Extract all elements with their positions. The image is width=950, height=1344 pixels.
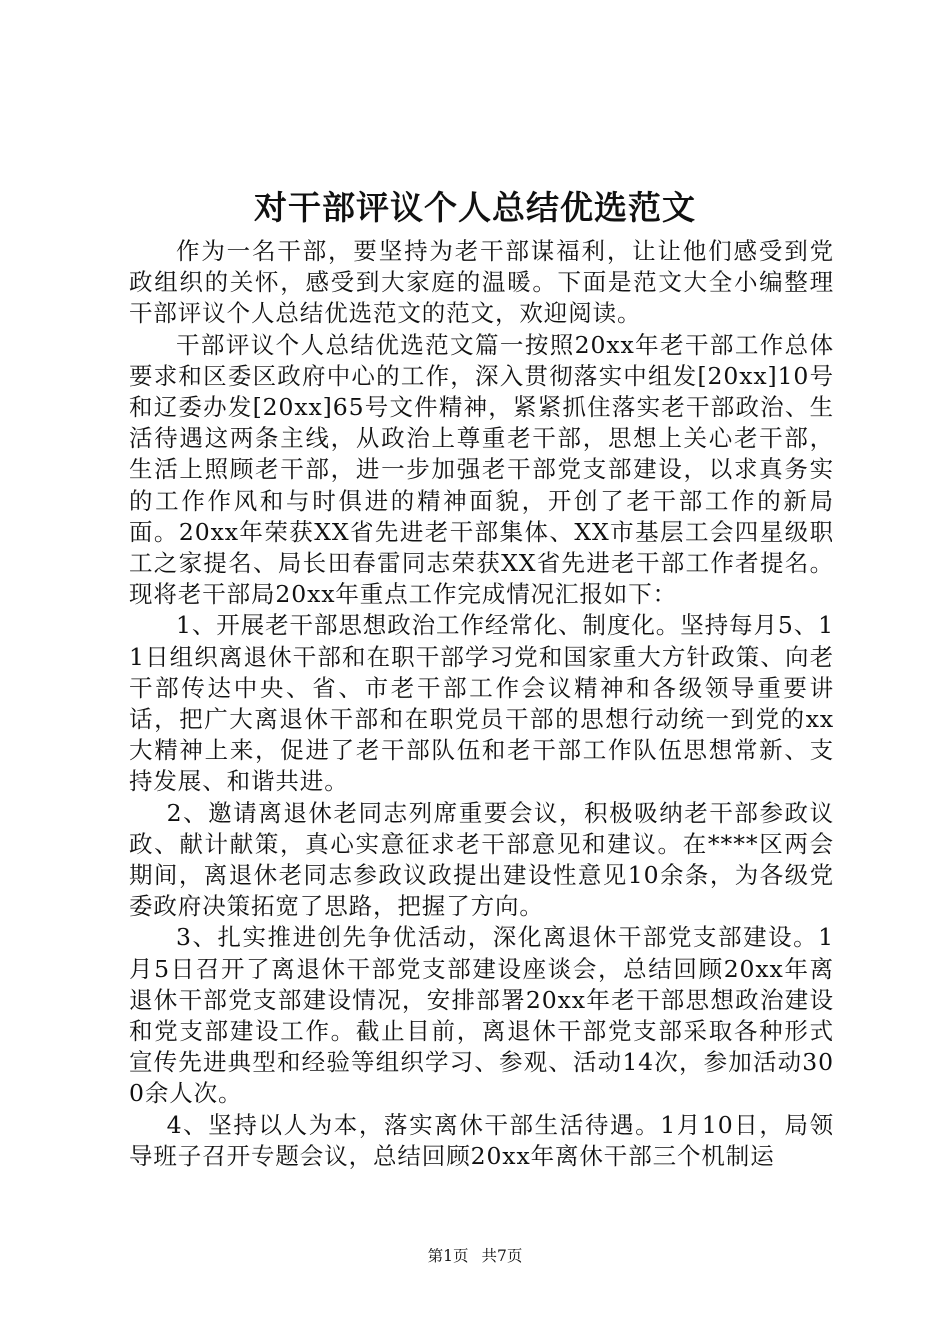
- paragraph-item-1: 1、开展老干部思想政治工作经常化、制度化。坚持每月5、11日组织离退休干部和在职干部学习党和国家重大方针政策、向老干部传达中央、省、市老干部工作会议精神和各级领导重要讲话，把广大离退休干部和在职党员干部的思想行动统一到党的xx大精神上来，促进了老干部队伍和老干部工作队伍思想常新、支持发展、和谐共进。: [129, 611, 834, 796]
- paragraph-main: 干部评议个人总结优选范文篇一按照20xx年老干部工作总体要求和区委区政府中心的工作，深入贯彻落实中组发[20xx]10号和辽委办发[20xx]65号文件精神，紧紧抓住落实老干部政治、生活待遇这两条主线，从政治上尊重老干部，思想上关心老干部，生活上照顾老干部，进一步加强老干部党支部建设，以求真务实的工作作风和与时俱进的精神面貌，开创了老干部工作的新局面。20xx年荣获XX省先进老干部集体、XX市基层工会四星级职工之家提名、局长田春雷同志荣获XX省先进老干部工作者提名。现将老干部局20xx年重点工作完成情况汇报如下：: [129, 330, 834, 609]
- page-footer: [0, 1244, 950, 1268]
- paragraph-intro: 作为一名干部，要坚持为老干部谋福利，让让他们感受到党政组织的关怀，感受到大家庭的温暖。下面是范文大全小编整理干部评议个人总结优选范文的范文，欢迎阅读。: [129, 237, 834, 328]
- paragraph-item-3: 3、扎实推进创先争优活动，深化离退休干部党支部建设。1月5日召开了离退休干部党支部建设座谈会，总结回顾20xx年离退休干部党支部建设情况，安排部署20xx年老干部思想政治建设和党支部建设工作。截止目前，离退休干部党支部采取各种形式宣传先进典型和经验等组织学习、参观、活动14次，参加活动300余人次。: [129, 923, 834, 1108]
- paragraph-item-2: 2、邀请离退休老同志列席重要会议，积极吸纳老干部参政议政、献计献策，真心实意征求老干部意见和建议。在****区两会期间，离退休老同志参政议政提出建设性意见10余条，为各级党委政府决策拓宽了思路，把握了方向。: [129, 798, 834, 921]
- document-body: [129, 236, 834, 1172]
- page-total: 共7页: [481, 1247, 523, 1265]
- page-number: 第1页: [427, 1247, 469, 1265]
- paragraph-item-4: 4、坚持以人为本，落实离休干部生活待遇。1月10日，局领导班子召开专题会议，总结回顾20xx年离休干部三个机制运: [129, 1110, 834, 1170]
- document-title: 对干部评议个人总结优选范文: [254, 188, 696, 227]
